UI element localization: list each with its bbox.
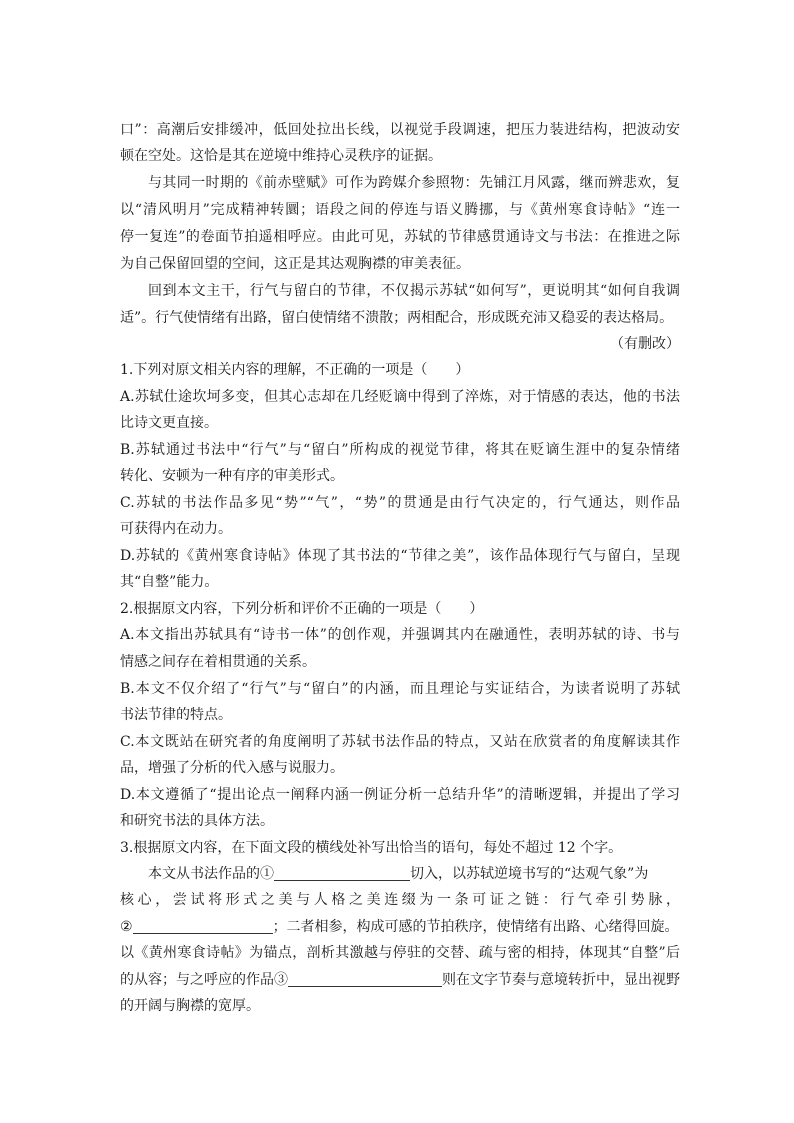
q1-option-a-line1: A.苏轼仕途坎坷多变，但其心志却在几经贬谪中得到了淬炼，对于情感的表达，他的书法	[120, 389, 680, 405]
q3-paragraph-line5	[120, 970, 680, 990]
q2-option-b-line1: B.本文不仅介绍了“行气”与“留白”的内涵，而且理论与实证结合，为读者说明了苏轼	[120, 681, 680, 697]
q3-paragraph-line1	[148, 864, 680, 884]
passage-p2-line1: 与其同一时期的《前赤壁赋》可作为跨媒介参照物：先铺江月风露，继而辨悲欢，复	[148, 175, 680, 191]
q2-option-a-line2: 情感之间存在着相贯通的关系。	[120, 654, 316, 670]
q3-line3-end: ；二者相参，构成可感的节拍秩序，使情绪有出路、心绪得回旋。	[272, 919, 679, 935]
q2-option-b-line2: 书法节律的特点。	[120, 707, 232, 723]
q3-line5-start: 的从容；与之呼应的作品③	[120, 972, 288, 988]
answer-blank-2[interactable]	[133, 919, 273, 934]
q2-option-c-line2: 品，增强了分析的代入感与说服力。	[120, 760, 344, 776]
q1-option-c-line2: 可获得内在动力。	[120, 521, 232, 537]
q3-paragraph-line4: 以《黄州寒食诗帖》为锚点，剖析其激越与停驻的交替、疏与密的相持，体现其“自整”后	[120, 945, 680, 961]
q1-option-d-line2: 其“自整”能力。	[120, 574, 219, 590]
q1-option-d-line1: D.苏轼的《黄州寒食诗帖》体现了其书法的“节律之美”，该作品体现行气与留白，呈现	[120, 548, 680, 564]
passage-p1-line2: 顿在空处。这恰是其在逆境中维持心灵秩序的证据。	[120, 148, 442, 164]
q3-line5-end: 则在文字节奏与意境转折中，显出视野	[442, 972, 680, 988]
q2-stem: 2.根据原文内容，下列分析和评价不正确的一项是（ ）	[120, 601, 484, 617]
passage-p2-line4: 为自己保留回望的空间，这正是其达观胸襟的审美表征。	[120, 256, 470, 272]
q3-line1-start: 本文从书法作品的①	[148, 866, 274, 882]
q1-option-b-line2: 转化、安顿为一种有序的审美形式。	[120, 468, 344, 484]
passage-p1-line1: 口”：高潮后安排缓冲，低回处拉出长线，以视觉手段调速，把压力装进结构，把波动安	[120, 122, 680, 138]
q3-paragraph-line6: 的开阔与胸襟的宽厚。	[120, 998, 260, 1014]
passage-p2-line3: 停一复连”的卷面节拍遥相呼应。由此可见，苏轼的节律感贯通诗文与书法：在推进之际	[120, 229, 680, 245]
passage-p3-line1: 回到本文主干，行气与留白的节律，不仅揭示苏轼“如何写”，更说明其“如何自我调	[148, 283, 680, 299]
source-note: （有删改）	[610, 336, 680, 352]
passage-p3-line2: 适”。行气使情绪有出路，留白使情绪不溃散；两相配合，形成既充沛又稳妥的表达格局。	[120, 310, 674, 326]
q2-option-d-line1: D.本文遵循了“提出论点一阐释内涵一例证分析一总结升华”的清晰逻辑，并提出了学习	[120, 787, 680, 803]
q2-option-a-line1: A.本文指出苏轼具有“诗书一体”的创作观，并强调其内在融通性，表明苏轼的诗、书与	[120, 627, 680, 643]
q2-option-d-line2: 和研究书法的具体方法。	[120, 813, 274, 829]
q3-paragraph-line3	[120, 917, 680, 937]
q3-paragraph-line2: 核心，尝试将形式之美与人格之美连缀为一条可证之链：行气牵引势脉，	[120, 892, 680, 908]
q3-line1-end: 切入，以苏轼逆境书写的“达观气象”为	[410, 866, 649, 882]
answer-blank-1[interactable]	[274, 866, 410, 881]
q1-option-c-line1: C.苏轼的书法作品多见“势”“气”，“势”的贯通是由行气决定的，行气通达，则作品	[120, 495, 680, 511]
q3-line3-start: ②	[120, 919, 133, 935]
passage-p2-line2: 以“清风明月”完成精神转圜；语段之间的停连与语义腾挪，与《黄州寒食诗帖》“连一	[120, 202, 680, 218]
q2-option-c-line1: C.本文既站在研究者的角度阐明了苏轼书法作品的特点，又站在欣赏者的角度解读其作	[120, 734, 680, 750]
q3-stem: 3.根据原文内容，在下面文段的横线处补写出恰当的语句，每处不超过 12 个字。	[120, 840, 623, 856]
q1-option-a-line2: 比诗文更直接。	[120, 415, 218, 431]
q1-stem: 1.下列对原文相关内容的理解，不正确的一项是（ ）	[120, 362, 470, 378]
q1-option-b-line1: B.苏轼通过书法中“行气”与“留白”所构成的视觉节律，将其在贬谪生涯中的复杂情绪	[120, 442, 680, 458]
answer-blank-3[interactable]	[288, 972, 442, 987]
